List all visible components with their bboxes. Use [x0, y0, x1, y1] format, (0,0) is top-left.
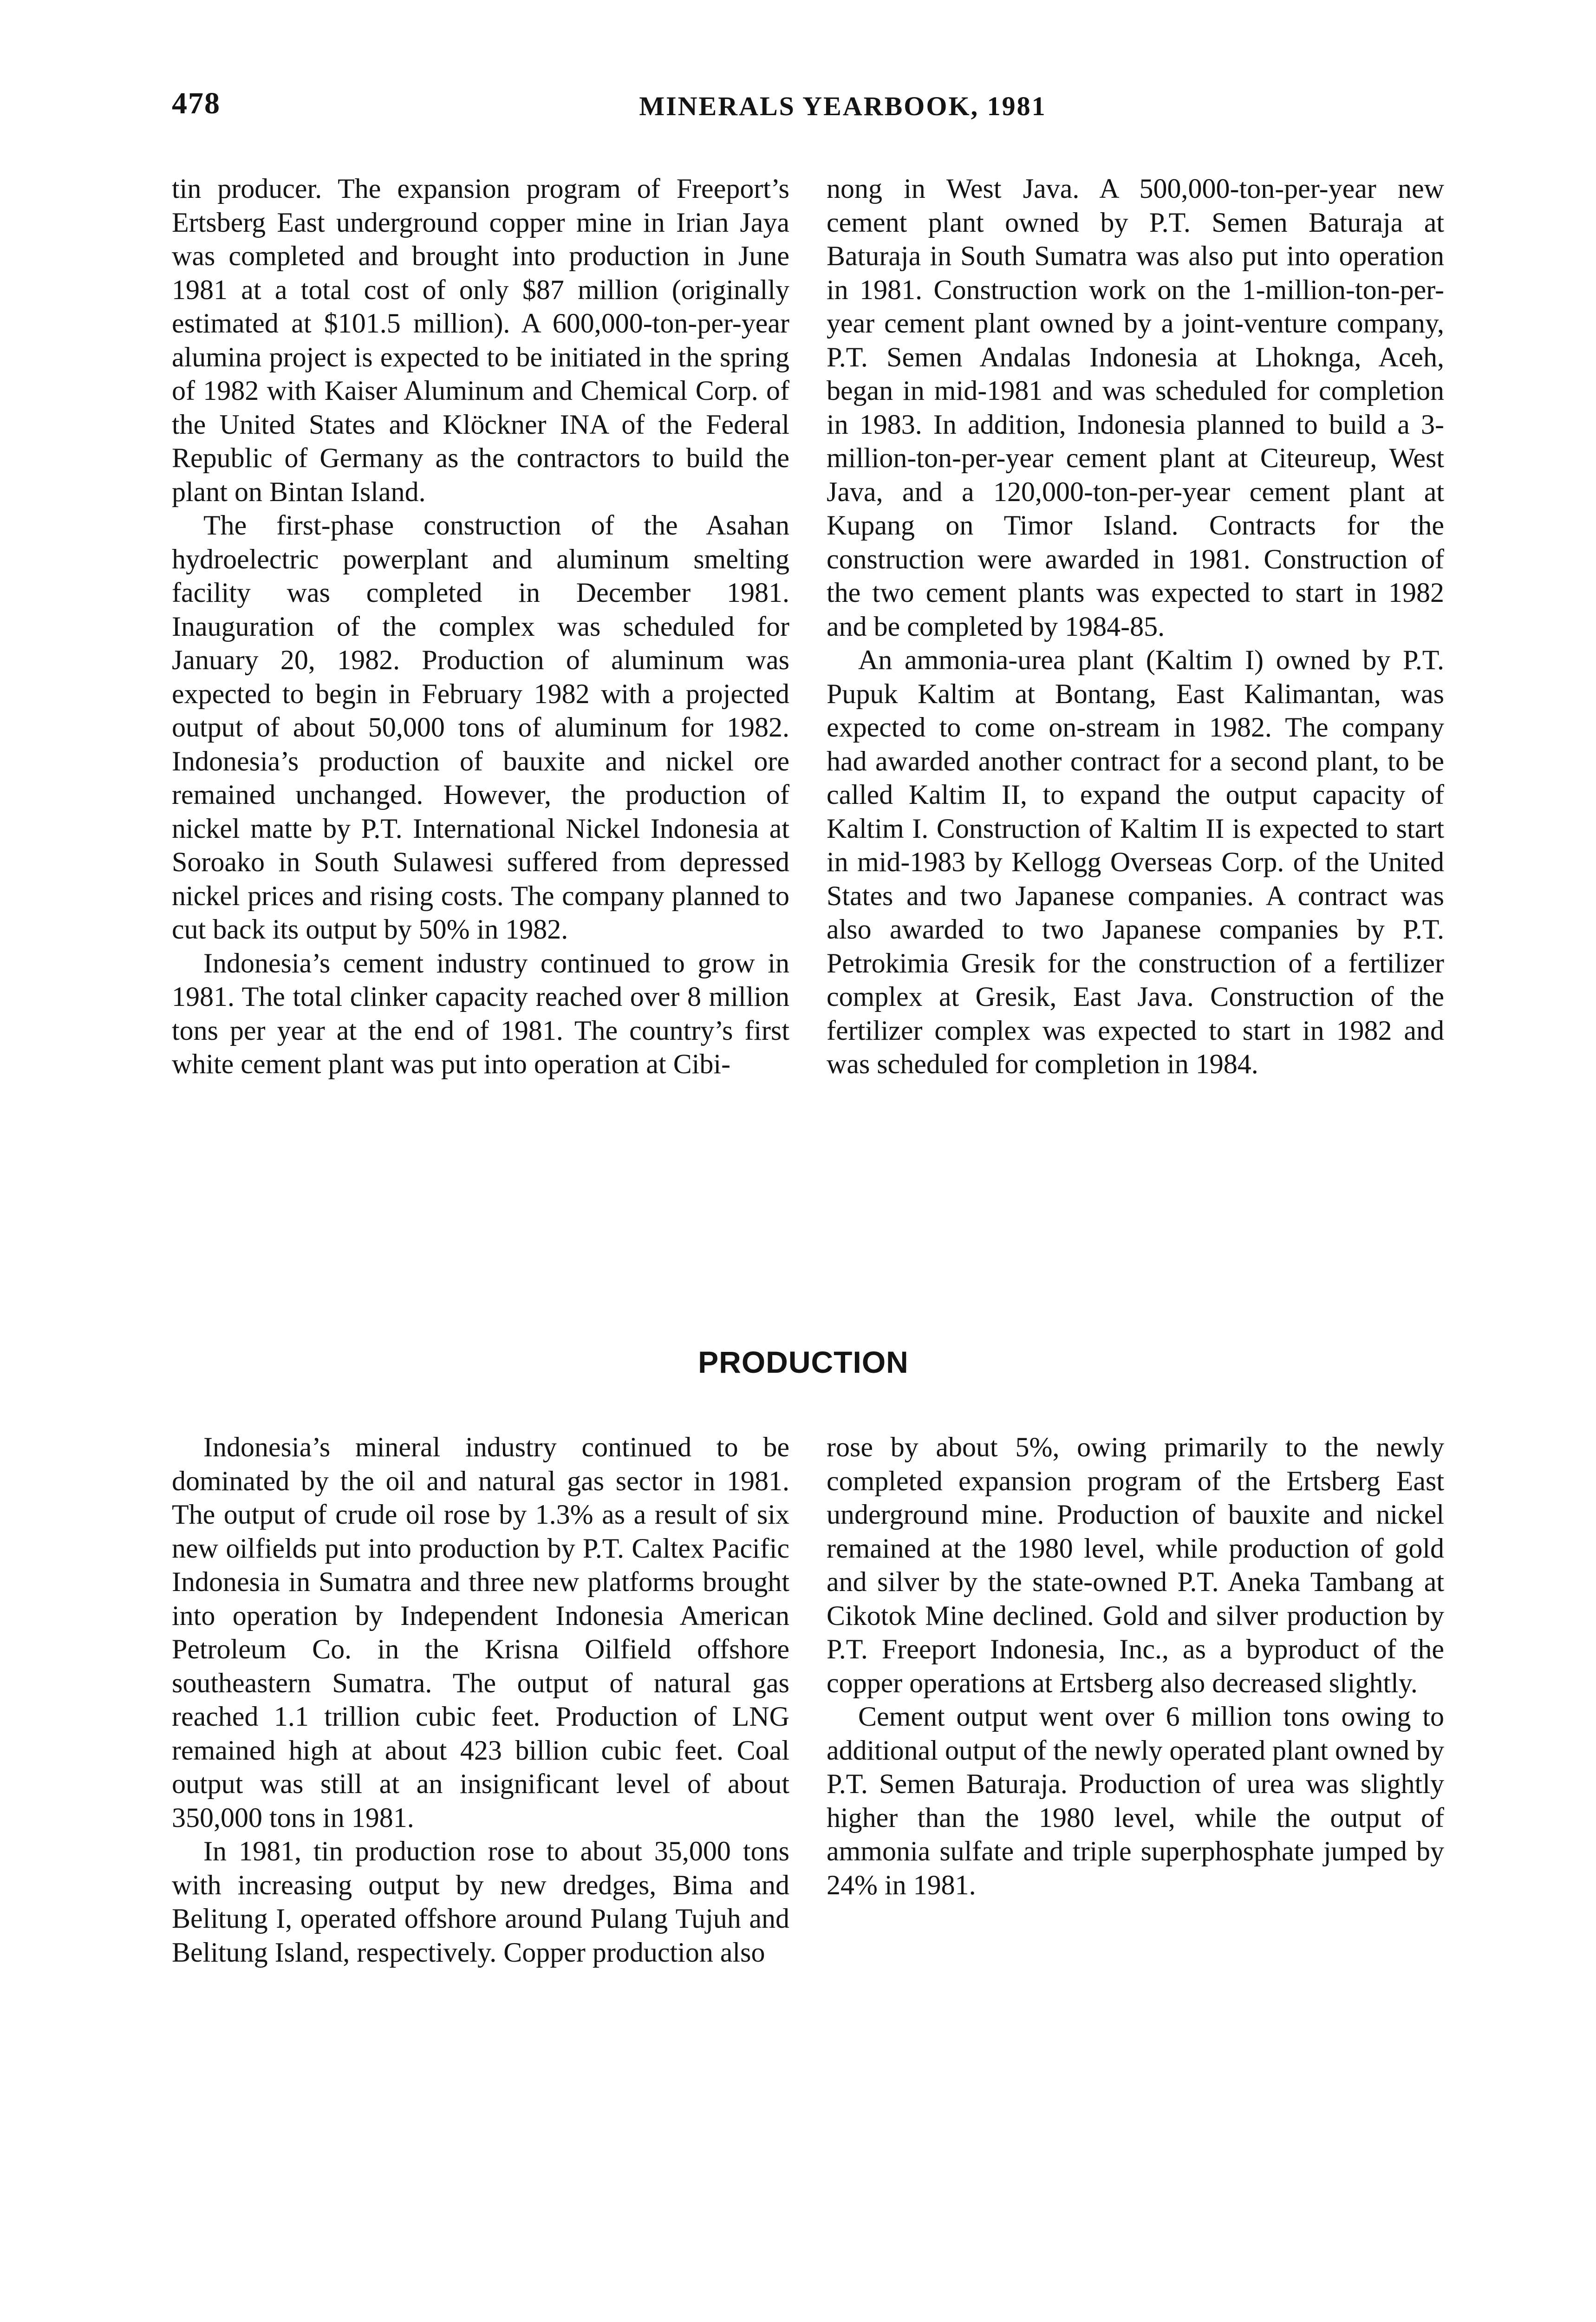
paragraph: rose by about 5%, owing primarily to the newly completed expansion program of the Ertsberg East underground mine. Production of bauxite and nickel remained at the 1980 level, while production of gold and silver by the state-owned P.T. Aneka Tambang at Cikotok Mine declined. Gold and silver production by P.T. Freeport Indonesia, Inc., as a byproduct of the copper operations at Ertsberg also decreased slightly. [827, 1432, 1444, 1698]
upper-left-column [172, 172, 789, 1081]
paragraph: An ammonia-urea plant (Kaltim I) owned by P.T. Pupuk Kaltim at Bontang, East Kalimantan, was expected to come on-stream in 1982. The company had awarded another contract for a second plant, to be called Kaltim II, to expand the output capacity of Kaltim I. Construction of Kaltim II is expected to start in mid-1983 by Kellogg Overseas Corp. of the United States and two Japanese companies. A contract was also awarded to two Japanese companies by P.T. Petrokimia Gresik for the construction of a fertilizer complex at Gresik, East Java. Construction of the fertilizer complex was expected to start in 1982 and was scheduled for completion in 1984. [827, 645, 1444, 1079]
paragraph: tin producer. The expansion program of Freeport’s Ertsberg East underground copper mine in Irian Jaya was completed and brought into production in June 1981 at a total cost of only $87 million (originally estimated at $101.5 million). A 600,000-ton-per-year alumina project is expected to be initiated in the spring of 1982 with Kaiser Aluminum and Chemical Corp. of the United States and Klöckner INA of the Federal Republic of Germany as the contractors to build the plant on Bintan Island. [172, 173, 789, 507]
lower-left-column [172, 1430, 789, 1969]
page-number: 478 [172, 86, 221, 120]
paragraph: Indonesia’s cement industry continued to grow in 1981. The total clinker capacity reached over 8 million tons per year at the end of 1981. The country’s first white cement plant was put into operation at Cibi- [172, 947, 789, 1079]
paragraph: nong in West Java. A 500,000-ton-per-year new cement plant owned by P.T. Semen Baturaja at Baturaja in South Sumatra was also put into operation in 1981. Construction work on the 1-million-ton-per-year cement plant owned by a joint-venture company, P.T. Semen Andalas Indonesia at Lhoknga, Aceh, began in mid-1981 and was scheduled for completion in 1983. In addition, Indonesia planned to build a 3-million-ton-per-year cement plant at Citeureup, West Java, and a 120,000-ton-per-year cement plant at Kupang on Timor Island. Contracts for the construction were awarded in 1981. Construction of the two cement plants was expected to start in 1982 and be completed by 1984-85. [827, 173, 1444, 642]
lower-right-column [827, 1430, 1444, 1902]
paragraph: In 1981, tin production rose to about 35,000 tons with increasing output by new dredges, Bima and Belitung I, operated offshore around Pulang Tujuh and Belitung Island, respectively. Copper production also [172, 1836, 789, 1968]
upper-right-column [827, 172, 1444, 1081]
paragraph: Indonesia’s mineral industry continued to be dominated by the oil and natural gas sector in 1981. The output of crude oil rose by 1.3% as a result of six new oilfields put into production by P.T. Caltex Pacific Indonesia in Sumatra and three new platforms brought into operation by Independent Indonesia American Petroleum Co. in the Krisna Oilfield offshore southeastern Sumatra. The output of natural gas reached 1.1 trillion cubic feet. Production of LNG remained high at about 423 billion cubic feet. Coal output was still at an insignificant level of about 350,000 tons in 1981. [172, 1432, 789, 1833]
section-heading: PRODUCTION [698, 1345, 909, 1379]
page-header [172, 81, 1514, 132]
running-head: MINERALS YEARBOOK, 1981 [639, 91, 1047, 121]
paragraph: Cement output went over 6 million tons owing to additional output of the newly operated plant owned by P.T. Semen Baturaja. Production of urea was slightly higher than the 1980 level, while the output of ammonia sulfate and triple superphosphate jumped by 24% in 1981. [827, 1701, 1444, 1900]
paragraph: The first-phase construction of the Asahan hydroelectric powerplant and aluminum smelting facility was completed in December 1981. Inauguration of the complex was scheduled for January 20, 1982. Production of aluminum was expected to begin in February 1982 with a projected output of about 50,000 tons of aluminum for 1982. Indonesia’s production of bauxite and nickel ore remained unchanged. However, the production of nickel matte by P.T. International Nickel Indonesia at Soroako in South Sulawesi suffered from depressed nickel prices and rising costs. The company planned to cut back its output by 50% in 1982. [172, 510, 789, 945]
